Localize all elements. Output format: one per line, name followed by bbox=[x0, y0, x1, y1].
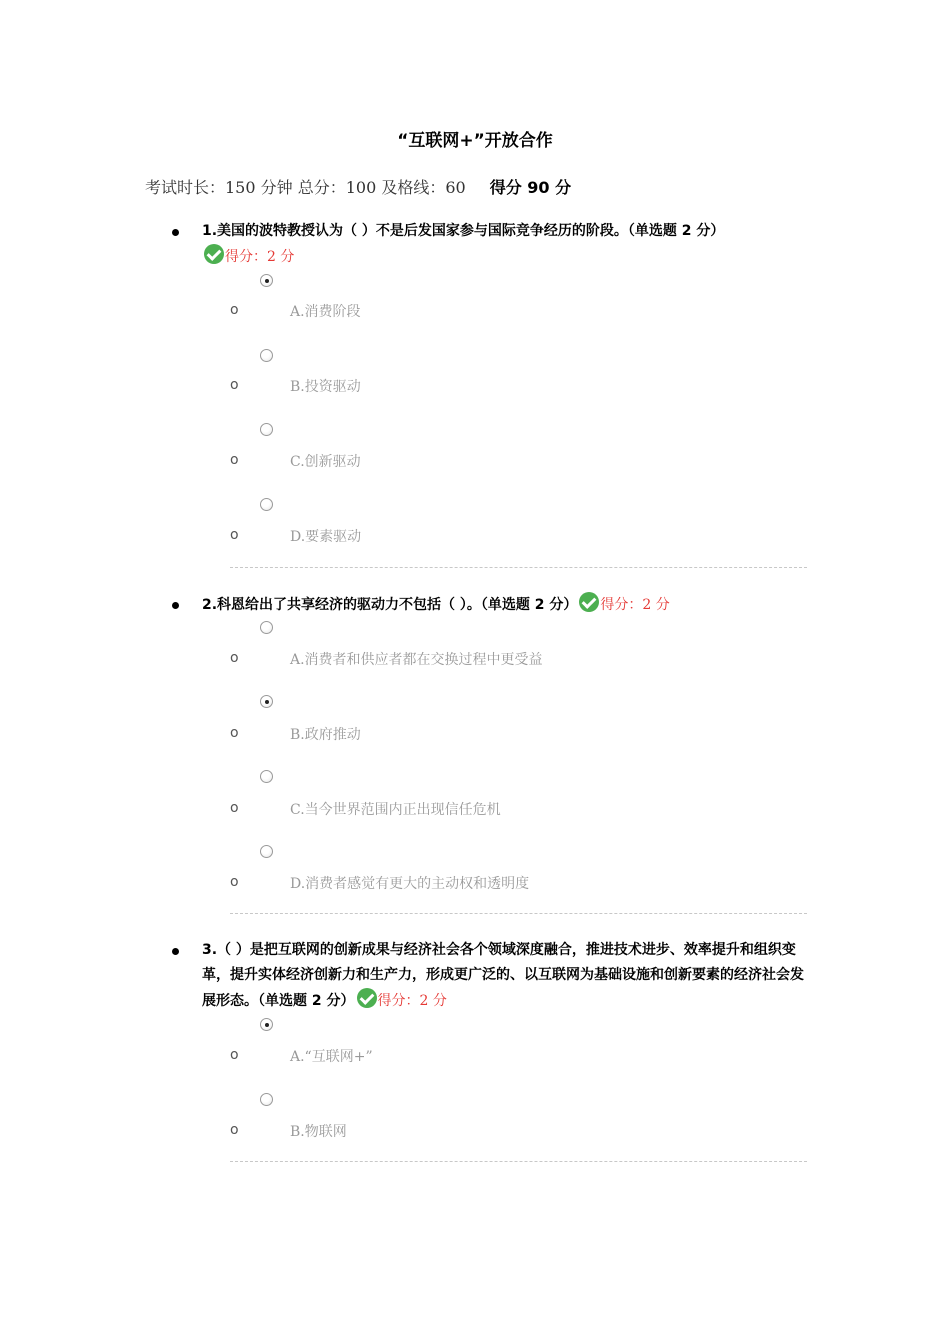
question-2-score bbox=[577, 597, 669, 613]
option-bullet: o bbox=[230, 302, 239, 318]
option-bullet: o bbox=[230, 874, 239, 890]
option-q2-d-label: D.消费者感觉有更大的主动权和透明度 bbox=[290, 876, 530, 892]
radio-q1-c[interactable] bbox=[260, 423, 273, 436]
question-1-score bbox=[202, 249, 294, 265]
question-3-score bbox=[355, 993, 447, 1009]
question-1-text: 1.美国的波特教授认为（ ）不是后发国家参与国际竞争经历的阶段。（单选题 2 分） bbox=[202, 223, 725, 239]
question-bullet bbox=[172, 229, 179, 236]
question-1 bbox=[202, 219, 807, 270]
radio-q1-d[interactable] bbox=[260, 498, 273, 511]
question-bullet bbox=[172, 948, 179, 955]
check-circle-icon bbox=[204, 244, 224, 264]
check-circle-icon bbox=[357, 988, 377, 1008]
total-score: 得分 90 分 bbox=[489, 178, 572, 197]
check-circle-icon bbox=[579, 592, 599, 612]
option-bullet: o bbox=[230, 650, 239, 666]
radio-q3-a[interactable] bbox=[260, 1018, 273, 1031]
option-q1-a-label: A.消费阶段 bbox=[290, 304, 361, 320]
option-bullet: o bbox=[230, 1047, 239, 1063]
radio-q2-a[interactable] bbox=[260, 621, 273, 634]
option-q3-b-label: B.物联网 bbox=[290, 1124, 347, 1140]
option-bullet: o bbox=[230, 800, 239, 816]
option-bullet: o bbox=[230, 725, 239, 741]
option-q1-b-label: B.投资驱动 bbox=[290, 379, 361, 395]
question-bullet bbox=[172, 602, 179, 609]
option-q2-a-label: A.消费者和供应者都在交换过程中更受益 bbox=[290, 652, 543, 668]
exam-info bbox=[145, 175, 571, 198]
question-3-text: 3.（ ）是把互联网的创新成果与经济社会各个领域深度融合，推进技术进步、效率提升和组织变革，提升实体经济创新力和生产力，形成更广泛的、以互联网为基础设施和创新要素的经济社会发展形态。（单选题 2 分） bbox=[202, 942, 804, 1009]
option-bullet: o bbox=[230, 452, 239, 468]
option-q2-b-label: B.政府推动 bbox=[290, 727, 361, 743]
option-bullet: o bbox=[230, 527, 239, 543]
question-separator bbox=[230, 1161, 807, 1162]
score-text: 得分：2 分 bbox=[600, 597, 670, 613]
question-separator bbox=[230, 913, 807, 914]
question-3 bbox=[202, 938, 807, 1014]
option-bullet: o bbox=[230, 377, 239, 393]
radio-q2-b[interactable] bbox=[260, 695, 273, 708]
radio-q2-d[interactable] bbox=[260, 845, 273, 858]
option-q1-d-label: D.要素驱动 bbox=[290, 529, 362, 545]
option-q2-c-label: C.当今世界范围内正出现信任危机 bbox=[290, 802, 501, 818]
exam-meta: 考试时长：150 分钟 总分：100 及格线：60 bbox=[145, 178, 466, 197]
question-separator bbox=[230, 567, 807, 568]
score-text: 得分：2 分 bbox=[225, 249, 295, 265]
radio-q2-c[interactable] bbox=[260, 770, 273, 783]
radio-q1-b[interactable] bbox=[260, 349, 273, 362]
question-2 bbox=[202, 592, 807, 618]
radio-q3-b[interactable] bbox=[260, 1093, 273, 1106]
radio-q1-a[interactable] bbox=[260, 274, 273, 287]
question-2-text: 2.科恩给出了共享经济的驱动力不包括（ ）。（单选题 2 分） bbox=[202, 597, 578, 613]
score-text: 得分：2 分 bbox=[377, 993, 447, 1009]
option-q1-c-label: C.创新驱动 bbox=[290, 454, 361, 470]
page-title: “互联网+”开放合作 bbox=[397, 131, 553, 151]
option-bullet: o bbox=[230, 1122, 239, 1138]
option-q3-a-label: A.“互联网+” bbox=[290, 1049, 373, 1065]
